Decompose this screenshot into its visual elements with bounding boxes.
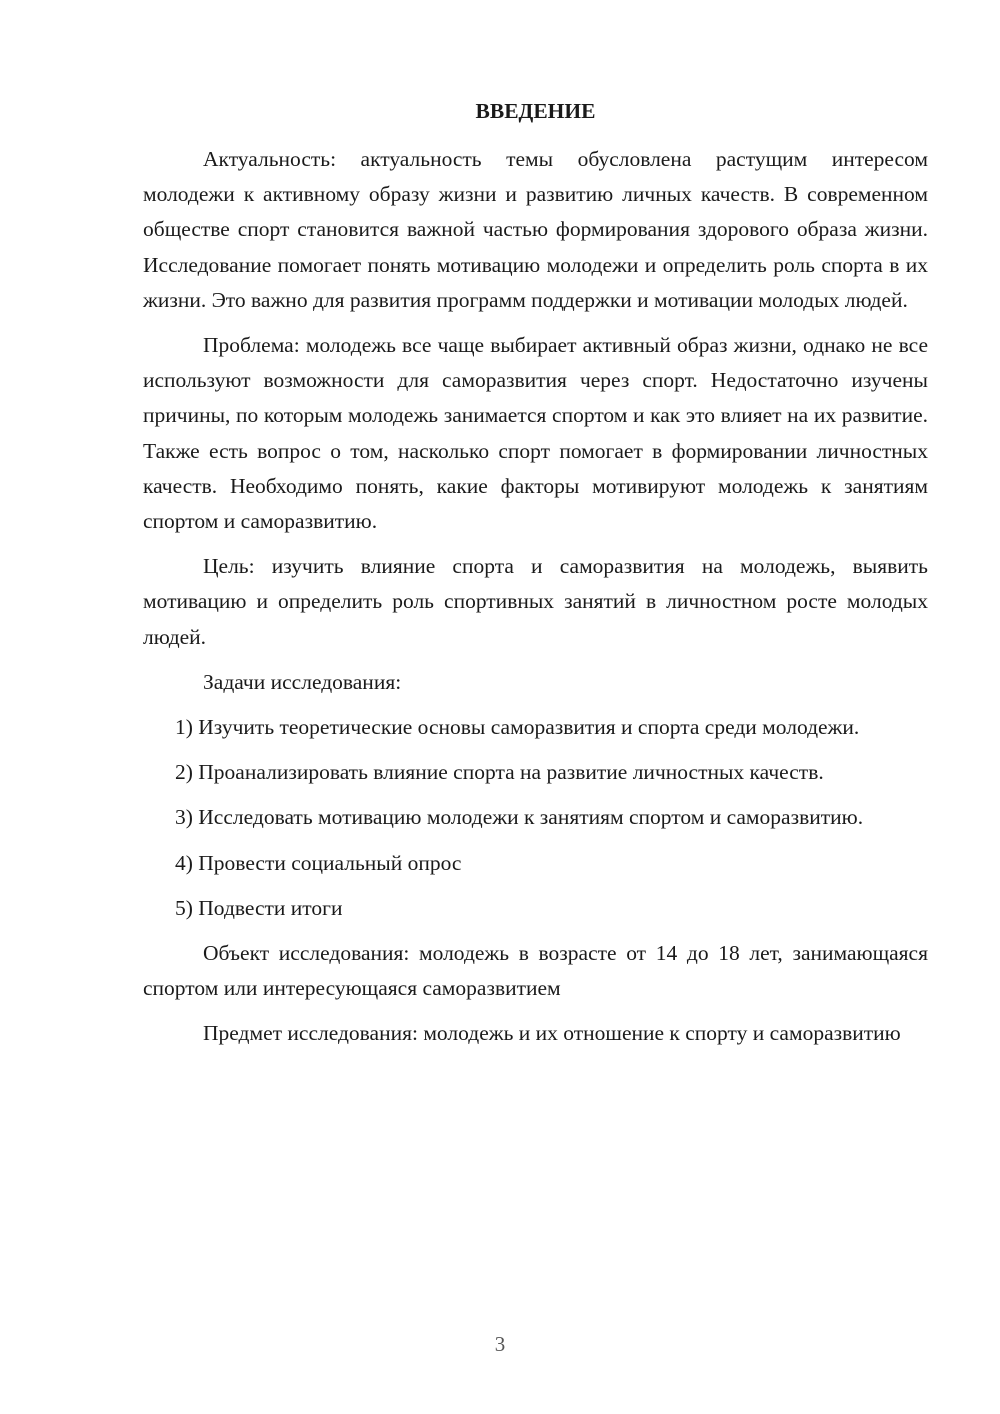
list-item-task-4: 4) Провести социальный опрос [175, 850, 462, 875]
list-item-task-2: 2) Проанализировать влияние спорта на развитие личностных качеств. [175, 760, 824, 785]
paragraph-object: Объект исследования: молодежь в возрасте от 14 до 18 лет, занимающаяся спортом или интересующаяся саморазвитием [143, 941, 928, 1001]
paragraph-goal: Цель: изучить влияние спорта и саморазвития на молодежь, выявить мотивацию и определить роль спортивных занятий в личностном росте молодых людей. [143, 554, 928, 649]
paragraph-relevance: Актуальность: актуальность темы обусловлена растущим интересом молодежи к активному образу жизни и развитию личных качеств. В современном обществе спорт становится важной частью формирования здорового образа жизни. Исследование помогает понять мотивацию молодежи и определить роль спорта в их жизни. Это важно для развития программ поддержки и мотивации молодых людей. [143, 147, 928, 312]
paragraph-problem: Проблема: молодежь все чаще выбирает активный образ жизни, однако не все используют возможности для саморазвития через спорт. Недостаточно изучены причины, по которым молодежь занимается спортом и как это влияет на их развитие. Также есть вопрос о том, насколько спорт помогает в формировании личностных качеств. Необходимо понять, какие факторы мотивируют молодежь к занятиям спортом и саморазвитию. [143, 333, 928, 534]
list-item-task-1: 1) Изучить теоретические основы саморазвития и спорта среди молодежи. [175, 715, 860, 740]
list-item-task-3: 3) Исследовать мотивацию молодежи к занятиям спортом и саморазвитию. [175, 805, 864, 830]
tasks-title: Задачи исследования: [203, 669, 402, 694]
paragraph-subject: Предмет исследования: молодежь и их отношение к спорту и саморазвитию [203, 1021, 901, 1046]
body-text [143, 142, 928, 1052]
page-title: ВВЕДЕНИЕ [475, 99, 596, 123]
page-number: 3 [494, 1332, 506, 1356]
list-item-task-5: 5) Подвести итоги [175, 895, 343, 920]
